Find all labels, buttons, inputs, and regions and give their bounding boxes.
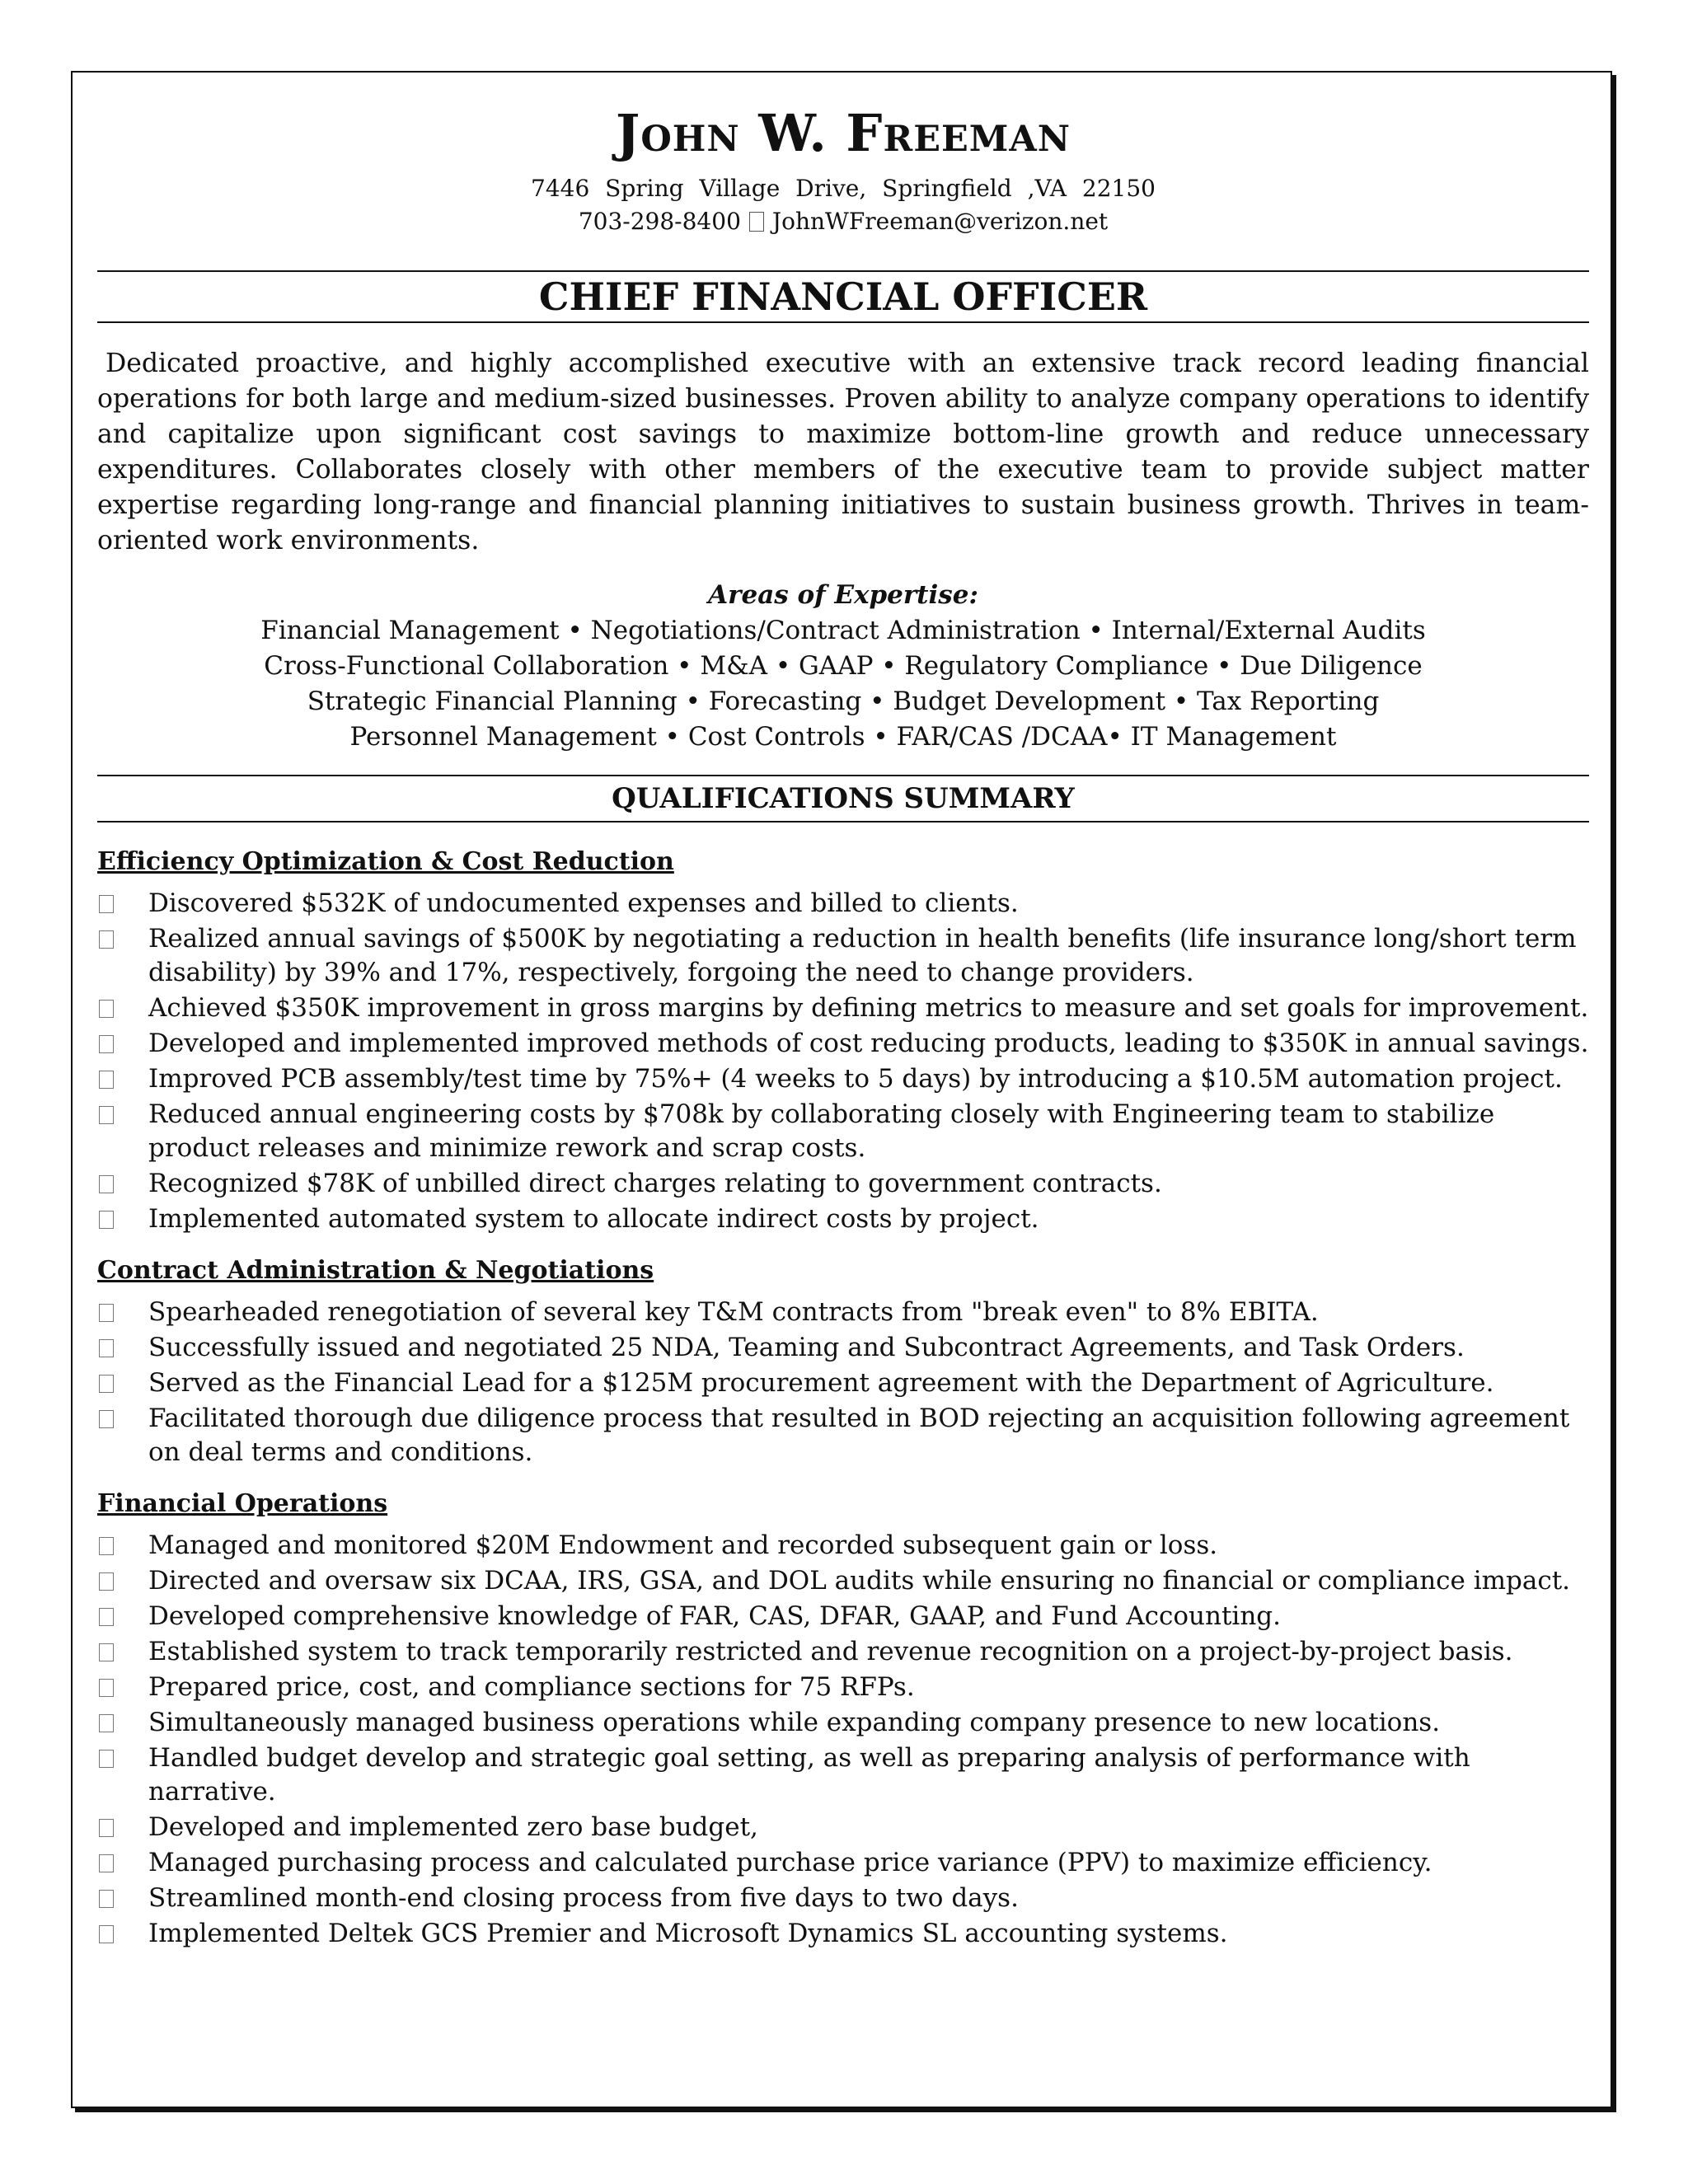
bullet-box-icon <box>99 1925 114 1943</box>
title-band <box>97 270 1589 323</box>
bullet-item <box>97 1741 1589 1809</box>
bullet-item <box>97 1671 1589 1704</box>
bullet-text: Handled budget develop and strategic goal setting, as well as preparing analysis of performance with narrative. <box>148 1743 1470 1807</box>
bullet-text: Discovered $532K of undocumented expenses and billed to clients. <box>148 888 1019 918</box>
bullet-item <box>97 1882 1589 1915</box>
bullet-box-icon <box>99 1410 114 1428</box>
bullet-box-icon <box>99 895 114 913</box>
expertise-line: Personnel Management • Cost Controls • FAR/CAS /DCAA• IT Management <box>349 722 1337 752</box>
bullet-text: Prepared price, cost, and compliance sections for 75 RFPs. <box>148 1672 915 1702</box>
bullet-box-icon <box>99 1035 114 1053</box>
bullet-box-icon <box>99 1537 114 1555</box>
email: JohnWFreeman@verizon.net <box>771 208 1109 235</box>
bullet-box-icon <box>99 1339 114 1357</box>
bullet-box-icon <box>99 1854 114 1872</box>
section-heading: Contract Administration & Negotiations <box>97 1256 654 1285</box>
bullet-text: Facilitated thorough due diligence process that resulted in BOD rejecting an acquisition following agreement on deal terms and conditions. <box>148 1404 1570 1467</box>
bullet-text: Recognized $78K of unbilled direct charges relating to government contracts. <box>148 1169 1162 1198</box>
expertise-line: Financial Management • Negotiations/Contract Administration • Internal/External Audits <box>260 616 1426 645</box>
bullet-box-icon <box>99 1000 114 1018</box>
bullet-box-icon <box>99 1175 114 1193</box>
bullet-text: Managed purchasing process and calculated purchase price variance (PPV) to maximize efficiency. <box>148 1848 1432 1877</box>
bullet-item <box>97 1846 1589 1880</box>
qualifications-band <box>97 775 1589 823</box>
address: 7446 Spring Village Drive, Springfield ,VA 22150 <box>531 175 1156 202</box>
bullet-text: Achieved $350K improvement in gross margins by defining metrics to measure and set goals for improvement. <box>148 993 1589 1023</box>
bullet-box-icon <box>99 1819 114 1837</box>
bullet-text: Streamlined month-end closing process from five days to two days. <box>148 1883 1019 1913</box>
bullet-item <box>97 1529 1589 1563</box>
bullet-box-icon <box>99 1572 114 1591</box>
bullet-text: Implemented automated system to allocate indirect costs by project. <box>148 1204 1039 1234</box>
bullet-item <box>97 1402 1589 1469</box>
bullet-item <box>97 1202 1589 1236</box>
bullet-text: Managed and monitored $20M Endowment and recorded subsequent gain or loss. <box>148 1530 1218 1560</box>
bullet-item <box>97 1027 1589 1061</box>
bullet-item <box>97 1366 1589 1400</box>
bullet-box-icon <box>99 1643 114 1661</box>
bullet-item <box>97 991 1589 1025</box>
bullet-text: Directed and oversaw six DCAA, IRS, GSA, and DOL audits while ensuring no financial or compliance impact. <box>148 1566 1571 1596</box>
bullet-box-icon <box>99 1608 114 1626</box>
bullet-item <box>97 1600 1589 1633</box>
resume-content <box>97 99 1589 1951</box>
bullet-text: Realized annual savings of $500K by negotiating a reduction in health benefits (life insurance long/short term disability) by 39% and 17%, respectively, forgoing the need to change providers. <box>148 924 1577 987</box>
bullet-item <box>97 1098 1589 1165</box>
bullet-item <box>97 887 1589 921</box>
phone: 703-298-8400 <box>578 208 741 235</box>
expertise-list <box>97 613 1589 755</box>
separator-glyph-icon <box>749 212 764 232</box>
contact-line <box>97 204 1589 239</box>
bullet-text: Reduced annual engineering costs by $708k by collaborating closely with Engineering team to stabilize product releases and minimize rework and scrap costs. <box>148 1099 1495 1163</box>
bullet-text: Developed and implemented zero base budget, <box>148 1812 758 1842</box>
bullet-text: Improved PCB assembly/test time by 75%+ (4 weeks to 5 days) by introducing a $10.5M automation project. <box>148 1064 1563 1094</box>
bullet-text: Developed and implemented improved methods of cost reducing products, leading to $350K in annual savings. <box>148 1029 1589 1058</box>
bullet-item <box>97 922 1589 990</box>
section-heading: Efficiency Optimization & Cost Reduction <box>97 847 674 876</box>
bullet-text: Implemented Deltek GCS Premier and Microsoft Dynamics SL accounting systems. <box>148 1919 1228 1948</box>
bullet-box-icon <box>99 1375 114 1393</box>
bullet-item <box>97 1917 1589 1951</box>
expertise-line: Strategic Financial Planning • Forecasting • Budget Development • Tax Reporting <box>307 687 1380 716</box>
bullet-box-icon <box>99 1106 114 1124</box>
bullet-item <box>97 1062 1589 1096</box>
expertise-heading: Areas of Expertise: <box>708 580 978 610</box>
bullet-item <box>97 1811 1589 1844</box>
bullet-text: Simultaneously managed business operations while expanding company presence to new locations. <box>148 1708 1441 1737</box>
bullet-item <box>97 1331 1589 1365</box>
bullet-text: Successfully issued and negotiated 25 NDA, Teaming and Subcontract Agreements, and Task Orders. <box>148 1333 1465 1362</box>
job-title: CHIEF FINANCIAL OFFICER <box>538 274 1148 319</box>
bullet-item <box>97 1635 1589 1669</box>
bullet-item <box>97 1296 1589 1329</box>
bullet-box-icon <box>99 1890 114 1908</box>
bullet-box-icon <box>99 1714 114 1732</box>
qualifications-sections <box>97 844 1589 1951</box>
bullet-box-icon <box>99 930 114 949</box>
bullet-box-icon <box>99 1679 114 1697</box>
bullet-item <box>97 1167 1589 1201</box>
bullet-box-icon <box>99 1304 114 1322</box>
professional-summary <box>97 346 1589 559</box>
section-heading: Financial Operations <box>97 1489 388 1518</box>
summary-text: Dedicated proactive, and highly accomplished executive with an extensive track record leading financial operations for both large and medium-sized businesses. Proven ability to analyze company operations to identify and capitalize upon significant cost savings to maximize bottom-line growth and reduce unnecessary expenditures. Collaborates closely with other members of the executive team to provide subject matter expertise regarding long-range and financial planning initiatives to sustain business growth. Thrives in team-oriented work environments. <box>97 349 1589 555</box>
bullet-text: Served as the Financial Lead for a $125M procurement agreement with the Department of Agriculture. <box>148 1368 1494 1398</box>
bullet-text: Developed comprehensive knowledge of FAR, CAS, DFAR, GAAP, and Fund Accounting. <box>148 1601 1282 1631</box>
qualifications-heading: QUALIFICATIONS SUMMARY <box>612 782 1075 815</box>
bullet-box-icon <box>99 1071 114 1089</box>
bullet-box-icon <box>99 1750 114 1768</box>
bullet-item <box>97 1564 1589 1598</box>
candidate-name: John W. Freeman <box>615 103 1071 163</box>
bullet-item <box>97 1706 1589 1740</box>
bullet-text: Spearheaded renegotiation of several key T&M contracts from "break even" to 8% EBITA. <box>148 1297 1319 1327</box>
expertise-line: Cross-Functional Collaboration • M&A • GAAP • Regulatory Compliance • Due Diligence <box>264 651 1423 681</box>
bullet-text: Established system to track temporarily restricted and revenue recognition on a project-by-project basis. <box>148 1637 1513 1666</box>
bullet-box-icon <box>99 1211 114 1229</box>
